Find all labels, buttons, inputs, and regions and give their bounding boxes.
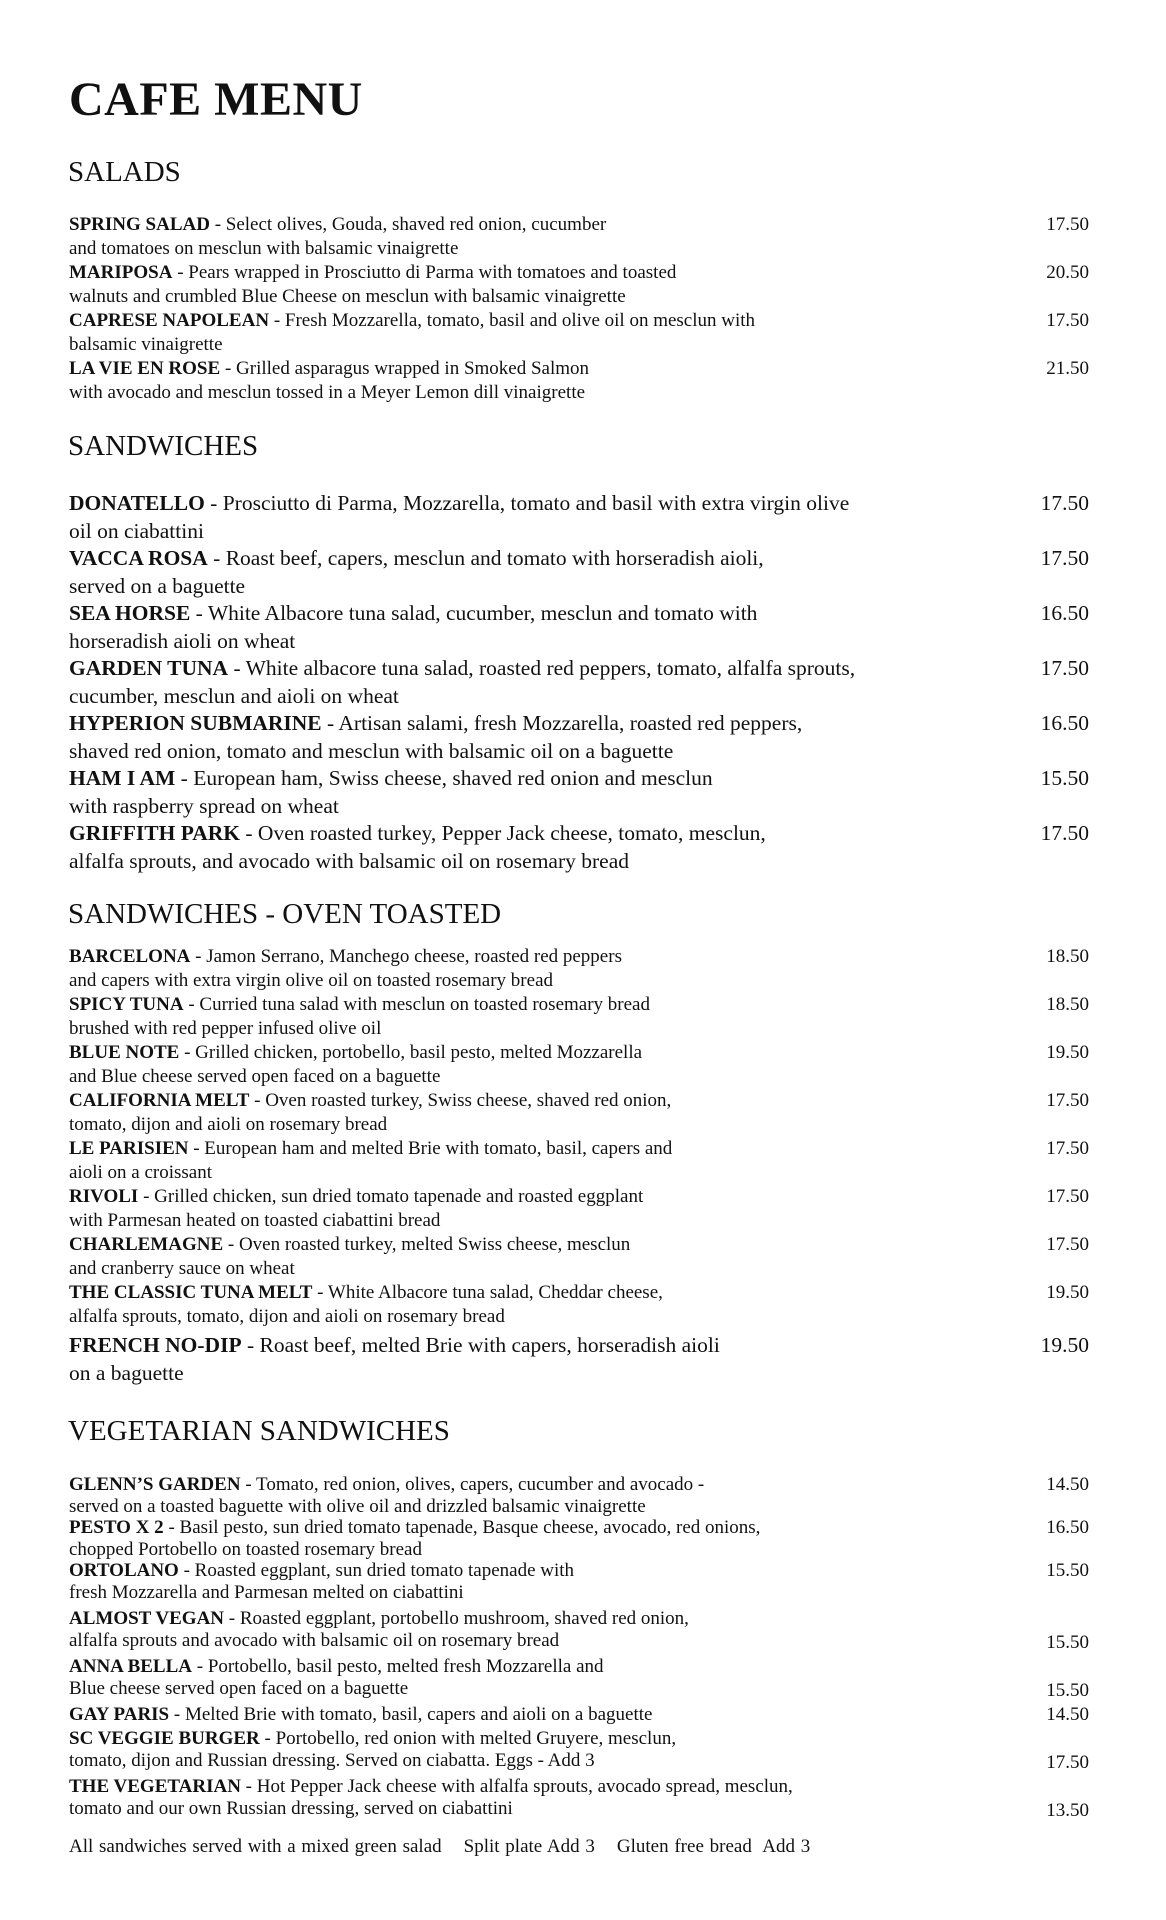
item-name: BLUE NOTE [69,1042,180,1063]
menu-item [69,1041,1089,1089]
item-price: 17.50 [1040,546,1089,570]
item-description-cont: horseradish aioli on wheat [69,628,296,653]
item-description: - Grilled chicken, portobello, basil pesto, melted Mozzarella [179,1042,643,1063]
footer-note [69,1836,832,1858]
menu-item [69,1281,1089,1329]
item-description: - Tomato, red onion, olives, capers, cucumber and avocado - [240,1474,705,1495]
item-description: - Hot Pepper Jack cheese with alfalfa sprouts, avocado spread, mesclun, [240,1776,793,1797]
item-description-cont: alfalfa sprouts and avocado with balsamic oil on rosemary bread [69,1629,560,1651]
item-description: - European ham, Swiss cheese, shaved red onion and mesclun [175,766,713,790]
item-name: ALMOST VEGAN [69,1608,225,1629]
item-price: 17.50 [1046,1090,1089,1111]
menu-item [69,655,1089,710]
item-description: - Roasted eggplant, sun dried tomato tapenade with [178,1560,575,1581]
item-description-cont: fresh Mozzarella and Parmesan melted on ciabattini [69,1581,464,1603]
item-description-cont: and tomatoes on mesclun with balsamic vinaigrette [69,238,459,259]
item-description: - Fresh Mozzarella, tomato, basil and olive oil on mesclun with [269,310,756,331]
item-description: - White albacore tuna salad, roasted red peppers, tomato, alfalfa sprouts, [228,656,856,680]
item-description: - Oven roasted turkey, Swiss cheese, shaved red onion, [249,1090,672,1111]
item-price: 15.50 [1046,1632,1089,1653]
item-price: 13.50 [1046,1800,1089,1821]
item-description: - Roasted eggplant, portobello mushroom, shaved red onion, [224,1608,689,1629]
menu-item [69,945,1089,993]
item-name: GRIFFITH PARK [69,821,241,845]
item-description: - Prosciutto di Parma, Mozzarella, tomato and basil with extra virgin olive [204,491,850,515]
item-description-cont: cucumber, mesclun and aioli on wheat [69,683,399,708]
menu-item [69,545,1089,600]
item-price: 17.50 [1046,1234,1089,1255]
item-description: - Curried tuna salad with mesclun on toasted rosemary bread [183,994,650,1015]
item-name: SEA HORSE [69,601,191,625]
item-description-cont: with avocado and mesclun tossed in a Meyer Lemon dill vinaigrette [69,382,586,403]
item-description: - Grilled asparagus wrapped in Smoked Salmon [220,358,590,379]
section-heading-oven-toasted: SANDWICHES - OVEN TOASTED [68,898,502,930]
section-heading-salads: SALADS [68,156,181,188]
item-name: BARCELONA [69,946,191,967]
item-price: 15.50 [1046,1680,1089,1701]
item-name: THE VEGETARIAN [69,1776,241,1797]
item-name: CHARLEMAGNE [69,1234,224,1255]
section-heading-sandwiches: SANDWICHES [68,430,259,462]
item-description-cont: shaved red onion, tomato and mesclun with balsamic oil on a baguette [69,738,674,763]
footer-note-gluten-free: Gluten free bread Add 3 [616,1836,811,1857]
item-description-cont: served on a baguette [69,573,246,598]
menu-item [69,820,1089,875]
item-description: - Portobello, basil pesto, melted fresh Mozzarella and [192,1656,604,1677]
menu-item [69,1185,1089,1233]
item-price: 15.50 [1046,1560,1089,1581]
item-name: RIVOLI [69,1186,139,1207]
item-price: 14.50 [1046,1474,1089,1495]
menu-item [69,1517,1089,1560]
item-price: 16.50 [1040,711,1089,735]
item-description-cont: chopped Portobello on toasted rosemary bread [69,1538,422,1560]
item-description-cont: alfalfa sprouts, and avocado with balsamic oil on rosemary bread [69,848,630,873]
item-description-cont: Blue cheese served open faced on a baguette [69,1677,409,1699]
item-price: 16.50 [1040,601,1089,625]
menu-item [69,710,1089,765]
menu-item [69,1656,1089,1699]
item-description: - White Albacore tuna salad, cucumber, mesclun and tomato with [190,601,758,625]
item-name: ANNA BELLA [69,1656,192,1677]
item-price: 15.50 [1040,766,1089,790]
item-name: LE PARISIEN [69,1138,189,1159]
item-price: 21.50 [1046,358,1089,379]
item-description-cont: with raspberry spread on wheat [69,793,339,818]
item-price: 17.50 [1046,310,1089,331]
item-description-cont: on a baguette [69,1360,184,1385]
item-description-cont: with Parmesan heated on toasted ciabattini bread [69,1210,441,1231]
item-name: GARDEN TUNA [69,656,229,680]
item-description-cont: alfalfa sprouts, tomato, dijon and aioli on rosemary bread [69,1306,505,1327]
item-name: GLENN’S GARDEN [69,1474,241,1495]
menu-item [69,600,1089,655]
footer-note-split-plate: Split plate Add 3 [463,1836,595,1857]
item-name: THE CLASSIC TUNA MELT [69,1282,313,1303]
item-description-cont: aioli on a croissant [69,1162,212,1183]
item-description-cont: balsamic vinaigrette [69,334,223,355]
item-description-cont: and Blue cheese served open faced on a baguette [69,1066,441,1087]
item-price: 17.50 [1046,1186,1089,1207]
menu-item [69,261,1089,309]
item-description-cont: tomato and our own Russian dressing, served on ciabattini [69,1797,513,1819]
menu-item [69,1332,1089,1387]
item-price: 17.50 [1046,214,1089,235]
item-name: MARIPOSA [69,262,173,283]
menu-item [69,1608,1089,1651]
item-name: SC VEGGIE BURGER [69,1728,260,1749]
menu-item [69,1137,1089,1185]
item-name: PESTO X 2 [69,1517,164,1538]
item-description: - Basil pesto, sun dried tomato tapenade, Basque cheese, avocado, red onions, [163,1517,761,1538]
item-price: 17.50 [1046,1752,1089,1773]
item-description-cont: brushed with red pepper infused olive oil [69,1018,382,1039]
menu-title: CAFE MENU [69,73,363,126]
item-description: - European ham and melted Brie with tomato, basil, capers and [188,1138,673,1159]
item-name: SPICY TUNA [69,994,184,1015]
item-description-cont: walnuts and crumbled Blue Cheese on mesclun with balsamic vinaigrette [69,286,626,307]
footer-note-salad: All sandwiches served with a mixed green salad [69,1836,442,1857]
item-description-cont: and capers with extra virgin olive oil on toasted rosemary bread [69,970,553,991]
menu-item [69,1089,1089,1137]
item-name: DONATELLO [69,491,205,515]
menu-item [69,765,1089,820]
menu-item [69,1233,1089,1281]
item-description: - Artisan salami, fresh Mozzarella, roasted red peppers, [321,711,803,735]
item-description: - Jamon Serrano, Manchego cheese, roasted red peppers [190,946,622,967]
item-description: - Portobello, red onion with melted Gruyere, mesclun, [259,1728,677,1749]
menu-item [69,1728,1089,1771]
section-heading-vegetarian: VEGETARIAN SANDWICHES [68,1415,450,1447]
item-price: 16.50 [1046,1517,1089,1538]
item-description-cont: and cranberry sauce on wheat [69,1258,295,1279]
item-description-cont: served on a toasted baguette with olive oil and drizzled balsamic vinaigrette [69,1495,646,1517]
item-price: 17.50 [1040,821,1089,845]
item-description: - Pears wrapped in Prosciutto di Parma with tomatoes and toasted [172,262,677,283]
item-description: - Select olives, Gouda, shaved red onion, cucumber [209,214,607,235]
menu-item [69,1704,1089,1726]
item-description-cont: oil on ciabattini [69,518,204,543]
item-price: 17.50 [1040,491,1089,515]
item-name: CAPRESE NAPOLEAN [69,310,270,331]
item-description: - Oven roasted turkey, Pepper Jack cheese, tomato, mesclun, [240,821,766,845]
item-price: 19.50 [1046,1282,1089,1303]
menu-item [69,1560,1089,1603]
menu-item [69,1474,1089,1517]
item-description: - Grilled chicken, sun dried tomato tapenade and roasted eggplant [138,1186,644,1207]
item-price: 14.50 [1046,1704,1089,1725]
item-price: 18.50 [1046,994,1089,1015]
item-price: 20.50 [1046,262,1089,283]
menu-item [69,309,1089,357]
item-price: 19.50 [1046,1042,1089,1063]
item-price: 18.50 [1046,946,1089,967]
item-name: LA VIE EN ROSE [69,358,221,379]
item-description: - Oven roasted turkey, melted Swiss cheese, mesclun [223,1234,631,1255]
menu-item [69,490,1089,545]
menu-item [69,1776,1089,1819]
item-name: FRENCH NO-DIP [69,1333,242,1357]
item-name: VACCA ROSA [69,546,208,570]
item-name: SPRING SALAD [69,214,210,235]
item-price: 17.50 [1046,1138,1089,1159]
menu-item [69,213,1089,261]
item-name: HAM I AM [69,766,176,790]
item-description-cont: tomato, dijon and aioli on rosemary bread [69,1114,388,1135]
item-description: - Roast beef, capers, mesclun and tomato with horseradish aioli, [207,546,764,570]
item-name: HYPERION SUBMARINE [69,711,322,735]
item-name: CALIFORNIA MELT [69,1090,250,1111]
item-description: - Melted Brie with tomato, basil, capers and aioli on a baguette [169,1704,653,1725]
item-price: 17.50 [1040,656,1089,680]
menu-item [69,357,1089,405]
menu-item [69,993,1089,1041]
item-price: 19.50 [1040,1333,1089,1357]
item-description-cont: tomato, dijon and Russian dressing. Served on ciabatta. Eggs - Add 3 [69,1749,595,1771]
item-name: GAY PARIS [69,1704,170,1725]
item-description: - Roast beef, melted Brie with capers, horseradish aioli [241,1333,720,1357]
item-description: - White Albacore tuna salad, Cheddar cheese, [312,1282,663,1303]
item-name: ORTOLANO [69,1560,179,1581]
